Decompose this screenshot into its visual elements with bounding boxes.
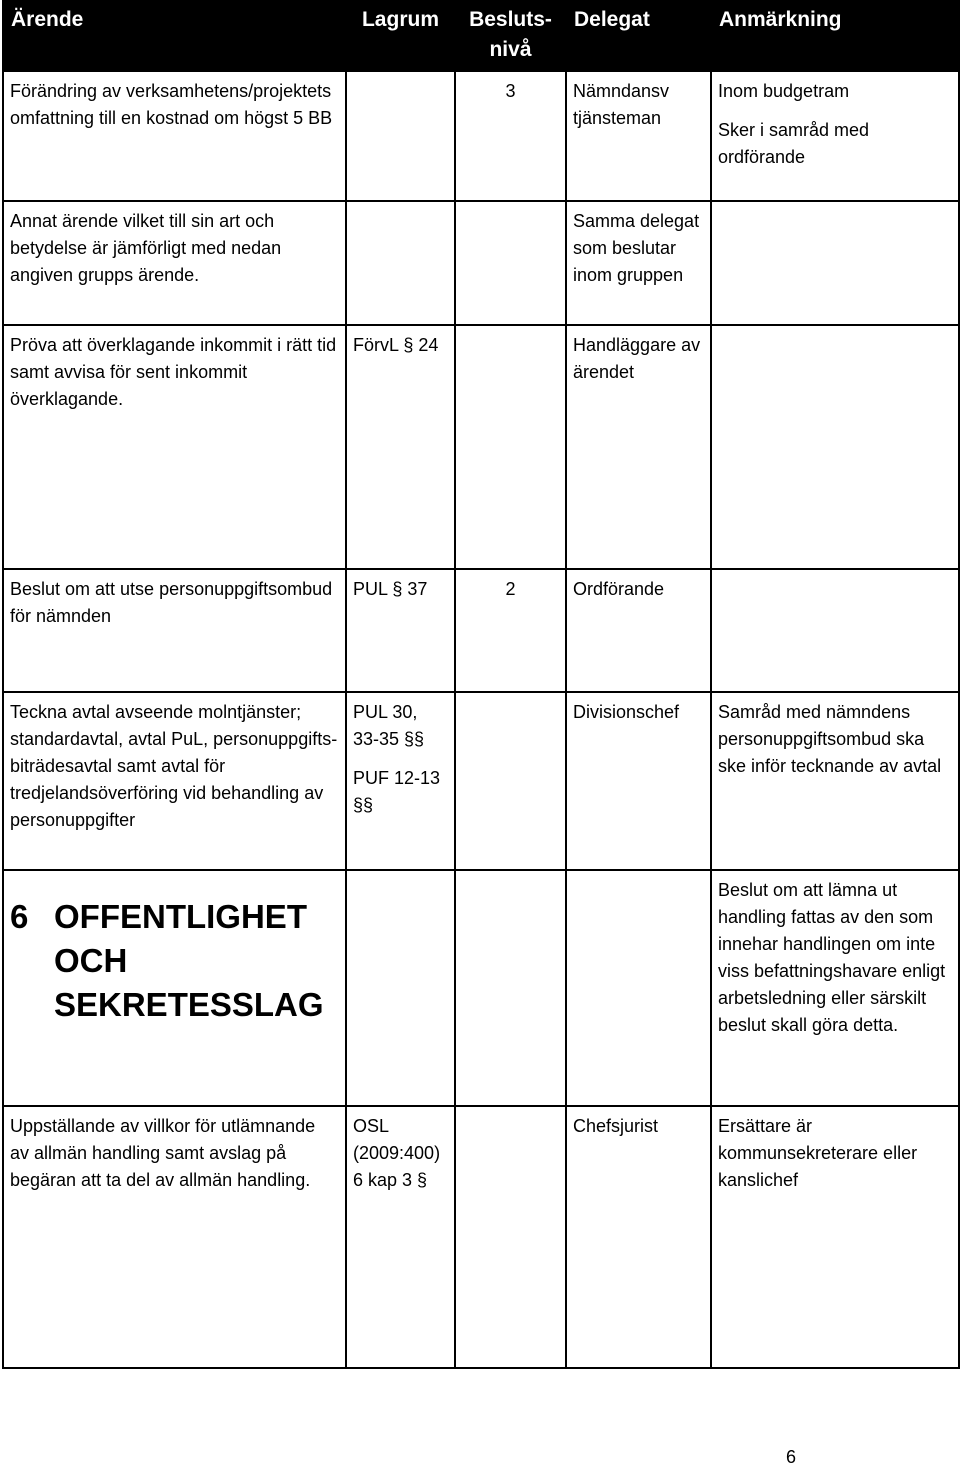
cell-lagrum: FörvL § 24 — [346, 325, 455, 569]
section-number: 6 — [10, 898, 29, 935]
cell-delegat: Samma delegat som beslutar inom gruppen — [566, 201, 711, 325]
cell-niva — [455, 1106, 566, 1368]
cell-anmarkning — [711, 325, 959, 569]
cell-anmarkning — [711, 569, 959, 692]
cell-anmarkning — [711, 71, 959, 201]
cell-niva — [455, 325, 566, 569]
page-number: 6 — [786, 1447, 797, 1467]
lagrum-line: PUL 30, 33-35 §§ — [353, 702, 425, 749]
cell-niva — [455, 692, 566, 870]
cell-lagrum: PUL § 37 — [346, 569, 455, 692]
cell-arende: Annat ärende vilket till sin art och betydelse är jämförligt med nedan angiven grupps ärende. — [3, 201, 346, 325]
table-row — [3, 569, 959, 692]
table-row — [3, 71, 959, 201]
header-beslutsniva: Besluts-nivå — [455, 1, 566, 71]
cell-lagrum — [346, 201, 455, 325]
section-title: OFFENTLIGHET OCH SEKRETESSLAG — [54, 898, 324, 1023]
cell-anmarkning: Beslut om att lämna ut handling fattas av den som innehar handlingen om inte viss befattningshavare enligt arbetsledning eller särskilt beslut skall göra detta. — [711, 870, 959, 1106]
cell-arende: Teckna avtal avseende molntjänster; standardavtal, avtal PuL, personuppgifts- biträdesavtal samt avtal för tredjelandsöverföring vid behandling av personuppgifter — [3, 692, 346, 870]
cell-anmarkning: Ersättare är kommunsekreterare eller kanslichef — [711, 1106, 959, 1368]
cell-lagrum — [346, 870, 455, 1106]
cell-niva: 3 — [455, 71, 566, 201]
table-header-row — [3, 1, 959, 71]
cell-delegat: Chefsjurist — [566, 1106, 711, 1368]
cell-arende: Pröva att överklagande inkommit i rätt tid samt avvisa för sent inkommit överklagande. — [3, 325, 346, 569]
header-lagrum: Lagrum — [346, 1, 455, 71]
anmarkning-line: Sker i samråd med ordförande — [718, 120, 870, 167]
cell-delegat: Nämndansv tjänsteman — [566, 71, 711, 201]
cell-delegat: Divisionschef — [566, 692, 711, 870]
cell-niva — [455, 201, 566, 325]
section-row — [3, 870, 959, 1106]
cell-arende: Beslut om att utse personuppgiftsombud för nämnden — [3, 569, 346, 692]
cell-arende: Uppställande av villkor för utlämnande av allmän handling samt avslag på begäran att ta del av allmän handling. — [3, 1106, 346, 1368]
cell-delegat: Handläggare av ärendet — [566, 325, 711, 569]
header-anmarkning: Anmärkning — [711, 1, 959, 71]
header-delegat: Delegat — [566, 1, 711, 71]
delegation-table — [2, 0, 960, 1369]
cell-niva: 2 — [455, 569, 566, 692]
cell-anmarkning: Samråd med nämndens personuppgiftsombud ska ske inför tecknande av avtal — [711, 692, 959, 870]
table-row — [3, 325, 959, 569]
cell-anmarkning — [711, 201, 959, 325]
header-arende: Ärende — [3, 1, 346, 71]
cell-lagrum — [346, 71, 455, 201]
anmarkning-line: Inom budgetram — [718, 81, 850, 101]
lagrum-line: PUF 12-13 §§ — [353, 768, 441, 815]
cell-delegat: Ordförande — [566, 569, 711, 692]
cell-delegat — [566, 870, 711, 1106]
section-heading — [10, 895, 339, 1027]
cell-lagrum — [346, 692, 455, 870]
section-heading-cell — [3, 870, 346, 1106]
table-row — [3, 201, 959, 325]
cell-arende: Förändring av verksamhetens/projektets omfattning till en kostnad om högst 5 BB — [3, 71, 346, 201]
table-row — [3, 1106, 959, 1368]
table-row — [3, 692, 959, 870]
cell-lagrum: OSL (2009:400) 6 kap 3 § — [346, 1106, 455, 1368]
cell-niva — [455, 870, 566, 1106]
